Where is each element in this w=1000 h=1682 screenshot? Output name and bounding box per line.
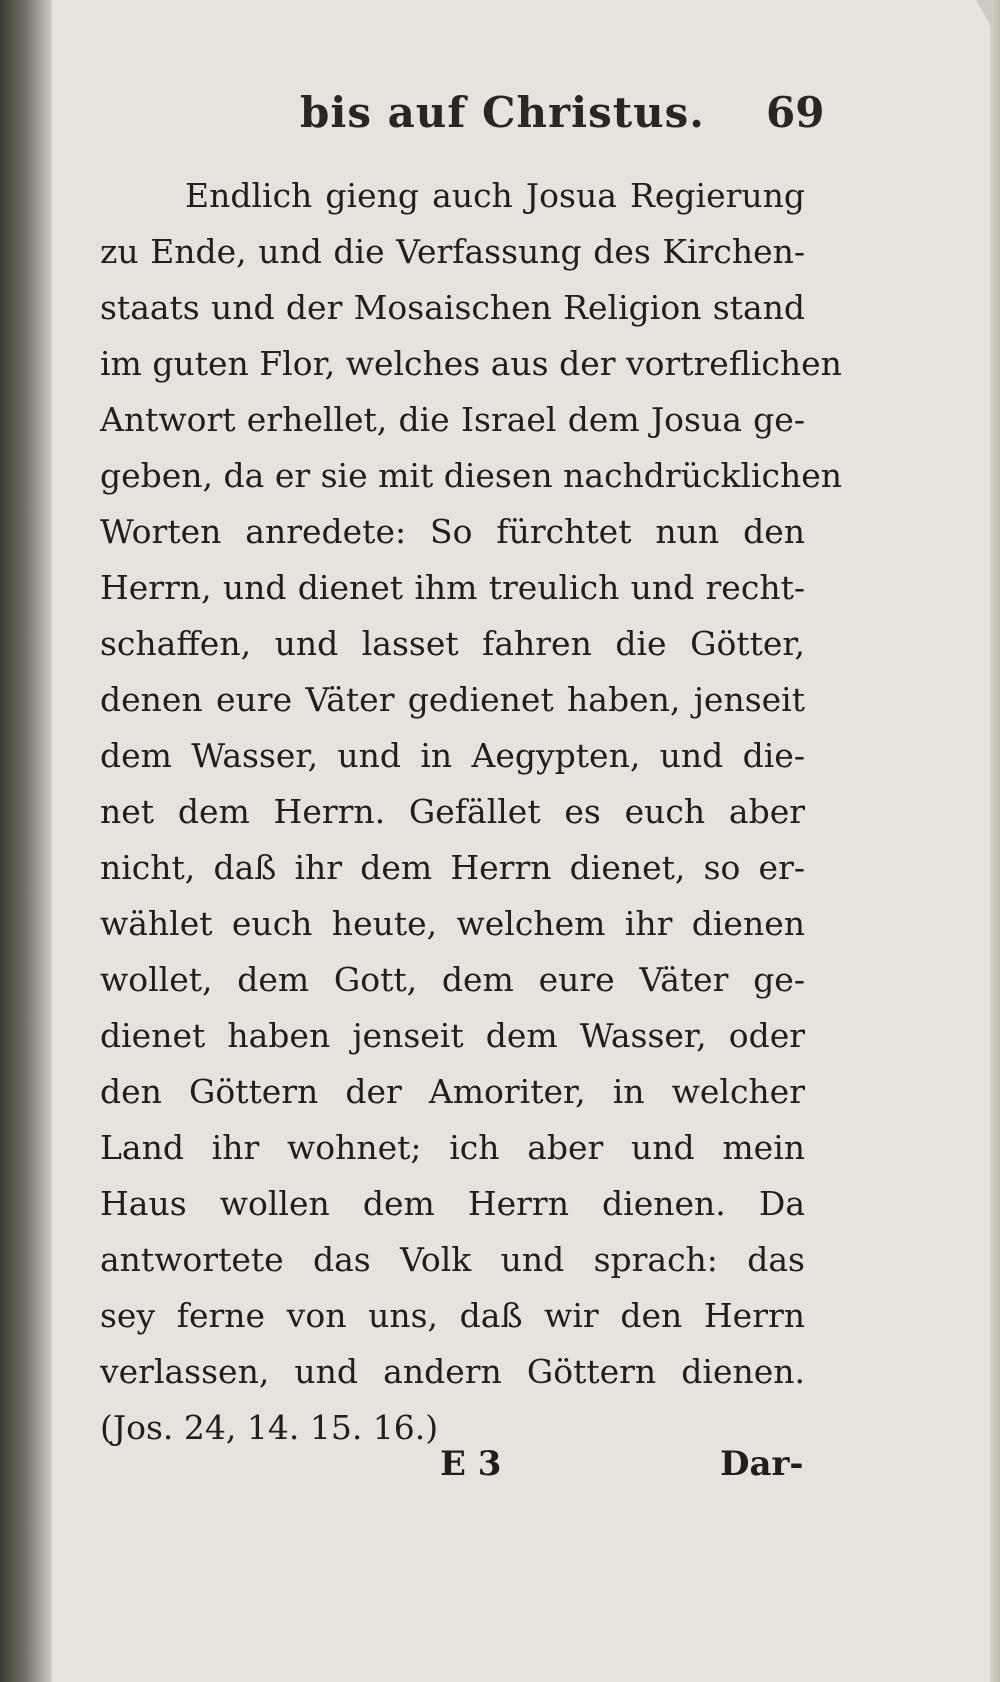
text-line: nicht, daß ihr dem Herrn dienet, so er- [100,848,805,887]
text-line: denen eure Väter gedienet haben, jenseit [100,680,805,719]
text-line: den Göttern der Amoriter, in welcher [100,1072,805,1111]
body-text [100,168,843,1456]
page-corner-tear [976,0,992,28]
text-line: dienet haben jenseit dem Wasser, oder [100,1016,805,1055]
text-line: Worten anredete: So fürchtet nun den [100,512,805,551]
text-line: wählet euch heute, welchem ihr dienen [100,904,805,943]
text-line: Haus wollen dem Herrn dienen. Da [100,1184,805,1223]
text-line: antwortete das Volk und sprach: das [100,1240,805,1279]
running-head: bis auf Christus. [300,88,705,137]
text-line: staats und der Mosaischen Religion stand [100,288,805,327]
page-number: 69 [766,88,825,137]
text-line: Antwort erhellet, die Israel dem Josua ge- [100,400,805,439]
catchword: Dar- [720,1444,804,1484]
text-line: sey ferne von uns, daß wir den Herrn [100,1296,805,1335]
text-line: geben, da er sie mit diesen nachdrücklichen [100,456,843,495]
signature-mark: E 3 [440,1444,502,1484]
text-line: Endlich gieng auch Josua Regierung [185,176,805,215]
text-line: dem Wasser, und in Aegypten, und die- [100,736,805,775]
text-line: verlassen, und andern Göttern dienen. [100,1352,805,1391]
page-binding-shadow [0,0,52,1682]
text-line: net dem Herrn. Gefället es euch aber [100,792,805,831]
text-line: schaffen, und lasset fahren die Götter, [100,624,805,663]
text-line: zu Ende, und die Verfassung des Kirchen- [100,232,805,271]
text-line: wollet, dem Gott, dem eure Väter ge- [100,960,805,999]
text-line: Herrn, und dienet ihm treulich und recht- [100,568,805,607]
text-line: Land ihr wohnet; ich aber und mein [100,1128,805,1167]
page-right-edge [990,0,1000,1682]
citation-line: (Jos. 24, 14. 15. 16.) [100,1408,439,1447]
text-line: im guten Flor, welches aus der vortreflichen [100,344,842,383]
